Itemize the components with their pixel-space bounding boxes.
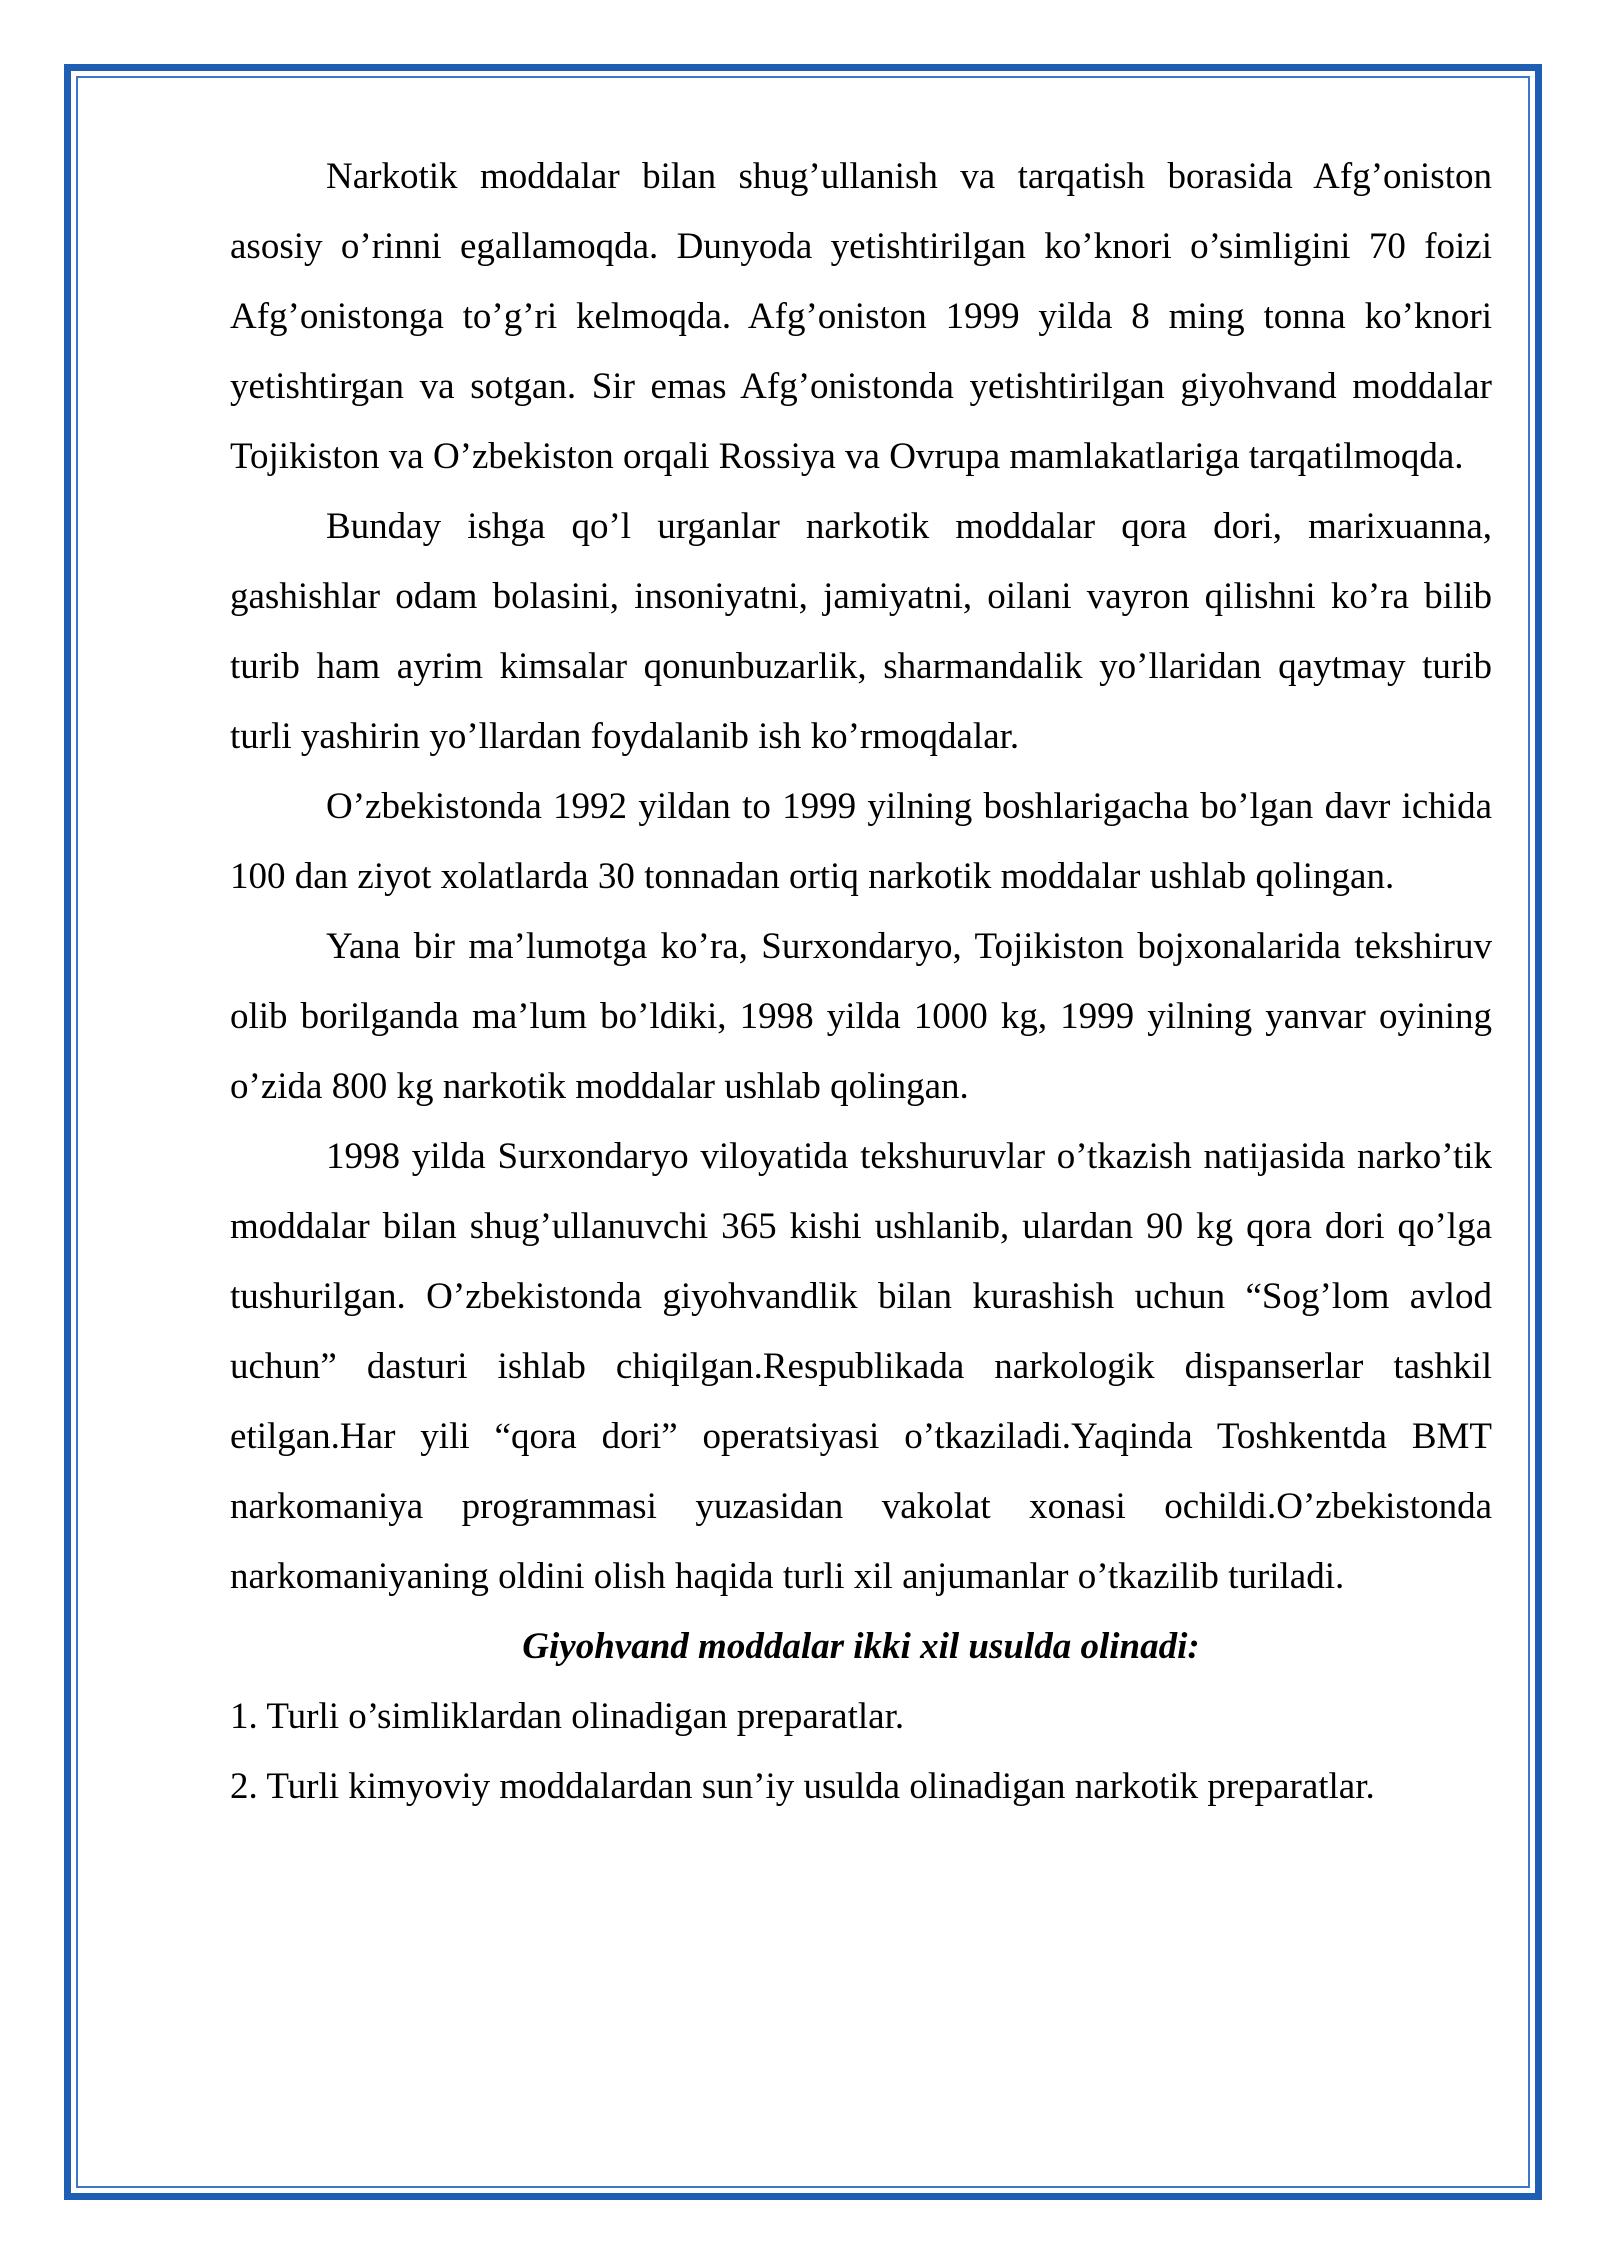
paragraph-seizures-1992-1999: O’zbekistonda 1992 yildan to 1999 yilning boshlarigacha bo’lgan davr ichida 100 dan ziyot xolatlarda 30 tonnadan ortiq narkotik moddalar ushlab qolingan. (230, 786, 1492, 897)
paragraph-afghanistan: Narkotik moddalar bilan shug’ullanish va tarqatish borasida Afg’oniston asosiy o’rinni egallamoqda. Dunyoda yetishtirilgan ko’knori o’simligini 70 foizi Afg’onistonga to’g’ri kelmoqda. Afg’oniston 1999 yilda 8 ming tonna ko’knori yetishtirgan va sotgan. Sir emas Afg’onistonda yetishtirilgan giyohvand moddalar Tojikiston va O’zbekiston orqali Rossiya va Ovrupa mamlakatlariga tarqatilmoqda. (230, 156, 1492, 477)
paragraph-customs-checks: Yana bir ma’lumotga ko’ra, Surxondaryo, Tojikiston bojxonalarida tekshiruv olib borilganda ma’lum bo’ldiki, 1998 yilda 1000 kg, 1999 yilning yanvar oyining o’zida 800 kg narkotik moddalar ushlab qolingan. (230, 926, 1492, 1107)
paragraph-surxondaryo-1998: 1998 yilda Surxondaryo viloyatida tekshuruvlar o’tkazish natijasida narko’tik moddalar bilan shug’ullanuvchi 365 kishi ushlanib, ulardan 90 kg qora dori qo’lga tushurilgan. O’zbekistonda giyohvandlik bilan kurashish uchun “Sog’lom avlod uchun” dasturi ishlab chiqilgan.Respublikada narkologik dispanserlar tashkil etilgan.Har yili “qora dori” operatsiyasi o’tkaziladi.Yaqinda Toshkentda BMT narkomaniya programmasi yuzasidan vakolat xonasi ochildi.O’zbekistonda narkomaniyaning oldini olish haqida turli xil anjumanlar o’tkazilib turiladi. (230, 1136, 1492, 1597)
list-item: 2. Turli kimyoviy moddalardan sun’iy usulda olinadigan narkotik preparatlar. (230, 1766, 1375, 1807)
list-item: 1. Turli o’simliklardan olinadigan preparatlar. (230, 1696, 905, 1737)
preparation-list (230, 1682, 1492, 1822)
paragraph-harm: Bunday ishga qo’l urganlar narkotik moddalar qora dori, marixuanna, gashishlar odam bolasini, insoniyatni, jamiyatni, oilani vayron qilishni ko’ra bilib turib ham ayrim kimsalar qonunbuzarlik, sharmandalik yo’llaridan qaytmay turib turli yashirin yo’llardan foydalanib ish ko’rmoqdalar. (230, 506, 1492, 757)
document-body (230, 142, 1492, 1822)
section-heading: Giyohvand moddalar ikki xil usulda olinadi: (522, 1626, 1200, 1667)
